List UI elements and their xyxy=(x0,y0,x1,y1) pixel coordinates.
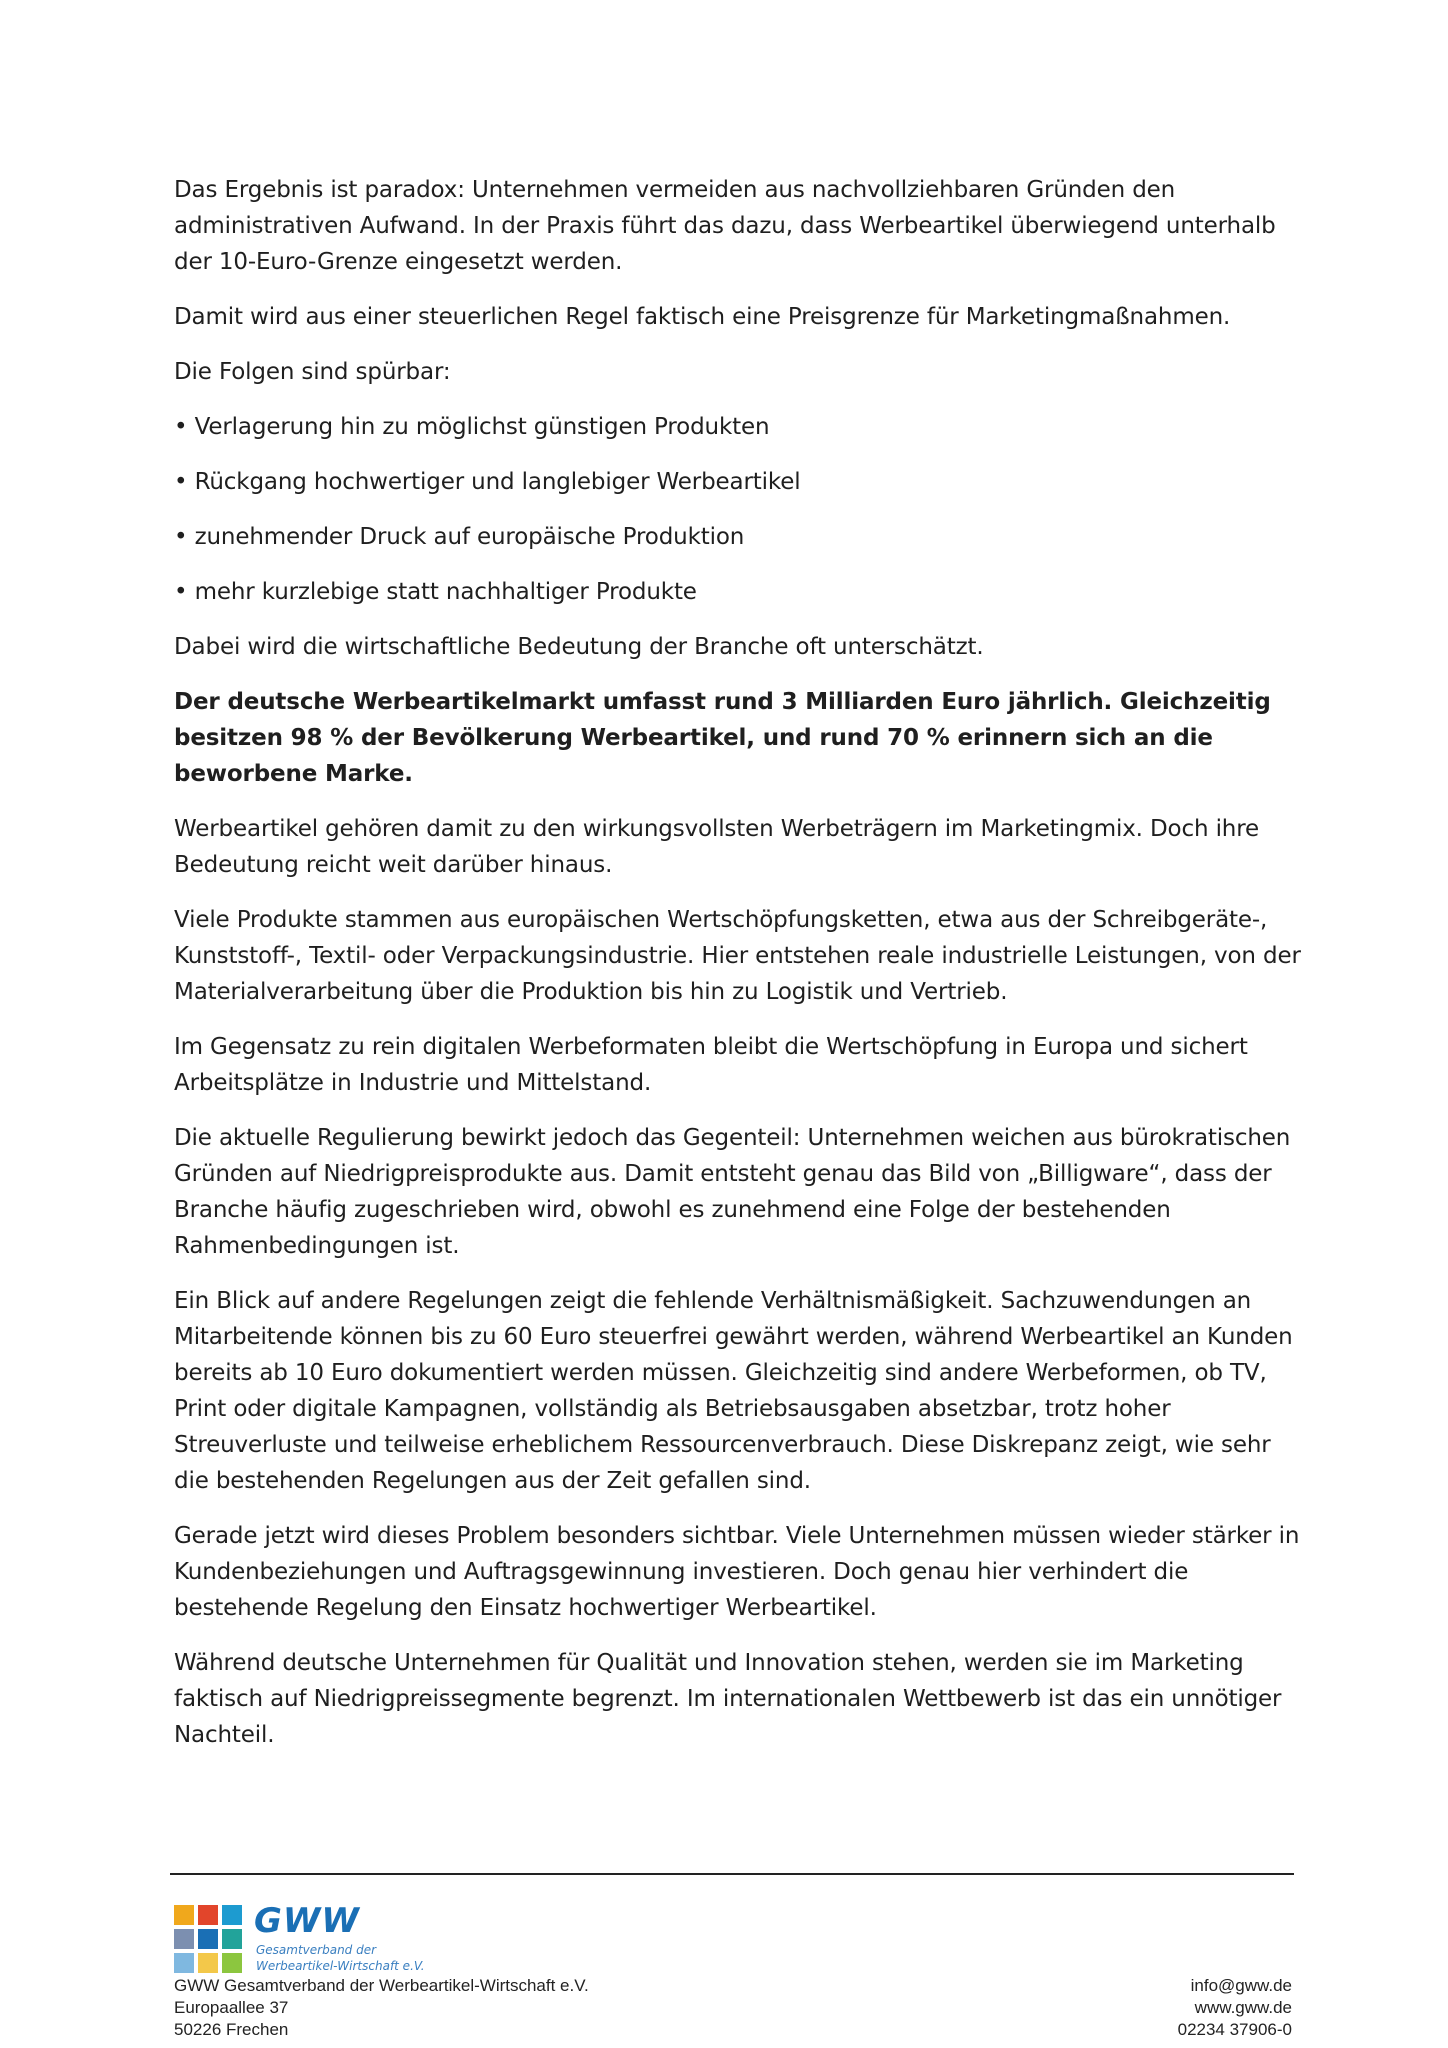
logo-square xyxy=(174,1953,194,1973)
paragraph: Dabei wird die wirtschaftliche Bedeutung der Branche oft unterschätzt. xyxy=(174,634,984,660)
logo-tagline-1: Gesamtverband der xyxy=(256,1943,377,1957)
paragraph: Werbeartikel gehören damit zu den wirkungsvollsten Werbeträgern im Marketingmix. Doch ihre Bedeutung reicht weit darüber hinaus. xyxy=(174,816,1260,878)
paragraph: Viele Produkte stammen aus europäischen Wertschöpfungsketten, etwa aus der Schreibgeräte-, Kunststoff-, Textil- oder Verpackungsindustrie. Hier entstehen reale industrielle Leistungen, von der Materialverarbeitung über die Produktion bis hin zu Logistik und Vertrieb. xyxy=(174,907,1301,1005)
paragraph: Gerade jetzt wird dieses Problem besonders sichtbar. Viele Unternehmen müssen wieder stärker in Kundenbeziehungen und Auftragsgewinnung investieren. Doch genau hier verhindert die bestehende Regelung den Einsatz hochwertiger Werbeartikel. xyxy=(174,1523,1300,1621)
logo-square xyxy=(198,1953,218,1973)
footer-divider xyxy=(170,1873,1294,1875)
city: 50226 Frechen xyxy=(174,2020,289,2039)
logo-square xyxy=(174,1929,194,1949)
bullet-item: • mehr kurzlebige statt nachhaltiger Produkte xyxy=(174,579,697,605)
logo-square xyxy=(222,1929,242,1949)
logo-squares-icon xyxy=(174,1905,244,1975)
logo-square xyxy=(198,1929,218,1949)
footer-address xyxy=(174,1975,589,2041)
footer-contact xyxy=(1178,1975,1292,2041)
logo-tagline-2: Werbeartikel-Wirtschaft e.V. xyxy=(256,1959,425,1973)
logo-square xyxy=(174,1905,194,1925)
paragraph: Das Ergebnis ist paradox: Unternehmen vermeiden aus nachvollziehbaren Gründen den administrativen Aufwand. In der Praxis führt das dazu, dass Werbeartikel überwiegend unterhalb der 10-Euro-Grenze eingesetzt werden. xyxy=(174,177,1276,275)
paragraph: Damit wird aus einer steuerlichen Regel faktisch eine Preisgrenze für Marketingmaßnahmen. xyxy=(174,304,1231,330)
paragraph: Ein Blick auf andere Regelungen zeigt die fehlende Verhältnismäßigkeit. Sachzuwendungen an Mitarbeitende können bis zu 60 Euro steuerfrei gewährt werden, während Werbeartikel an Kunden bereits ab 10 Euro dokumentiert werden müssen. Gleichzeitig sind andere Werbeformen, ob TV, Print oder digitale Kampagnen, vollständig als Betriebsausgaben absetzbar, trotz hoher Streuverluste und teilweise erheblichem Ressourcenverbrauch. Diese Diskrepanz zeigt, wie sehr die bestehenden Regelungen aus der Zeit gefallen sind. xyxy=(174,1288,1293,1494)
paragraph: Während deutsche Unternehmen für Qualität und Innovation stehen, werden sie im Marketing faktisch auf Niedrigpreissegmente begrenzt. Im internationalen Wettbewerb ist das ein unnötiger Nachteil. xyxy=(174,1650,1282,1748)
bullet-item: • zunehmender Druck auf europäische Produktion xyxy=(174,524,745,550)
logo-name: GWW xyxy=(254,1901,360,1941)
document-body xyxy=(174,172,1306,1772)
paragraph: Die aktuelle Regulierung bewirkt jedoch das Gegenteil: Unternehmen weichen aus bürokratischen Gründen auf Niedrigpreisprodukte aus. Damit entsteht genau das Bild von „Billigware“, dass der Branche häufig zugeschrieben wird, obwohl es zunehmend eine Folge der bestehenden Rahmenbedingungen ist. xyxy=(174,1125,1291,1259)
street: Europaallee 37 xyxy=(174,1998,289,2017)
logo-square xyxy=(198,1905,218,1925)
phone-number: 02234 37906-0 xyxy=(1177,2020,1292,2039)
gww-logo xyxy=(174,1901,434,1975)
logo-square xyxy=(222,1905,242,1925)
bullet-item: • Verlagerung hin zu möglichst günstigen Produkten xyxy=(174,414,770,440)
logo-square xyxy=(222,1953,242,1973)
paragraph: Im Gegensatz zu rein digitalen Werbeformaten bleibt die Wertschöpfung in Europa und sichert Arbeitsplätze in Industrie und Mittelstand. xyxy=(174,1034,1248,1096)
bullet-item: • Rückgang hochwertiger und langlebiger Werbeartikel xyxy=(174,469,801,495)
org-name: GWW Gesamtverband der Werbeartikel-Wirtschaft e.V. xyxy=(174,1976,589,1995)
paragraph: Die Folgen sind spürbar: xyxy=(174,359,451,385)
website-link[interactable]: www.gww.de xyxy=(1194,1998,1292,2017)
email-link[interactable]: info@gww.de xyxy=(1190,1976,1292,1995)
highlight-paragraph: Der deutsche Werbeartikelmarkt umfasst rund 3 Milliarden Euro jährlich. Gleichzeitig besitzen 98 % der Bevölkerung Werbeartikel, und rund 70 % erinnern sich an die beworbene Marke. xyxy=(174,689,1271,787)
